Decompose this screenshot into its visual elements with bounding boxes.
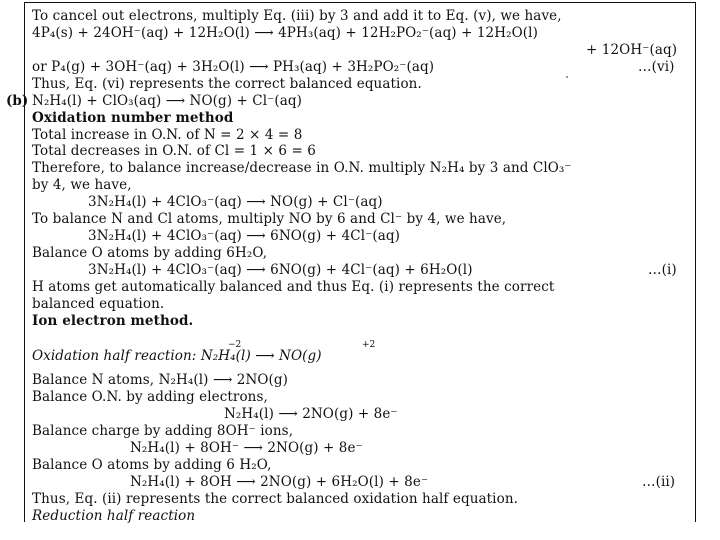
text-line: H atoms get automatically balanced and thus Eq. (i) represents the correct [32, 279, 555, 295]
equation-line: 3N₂H₄(l) + 4ClO₃⁻(aq) ⟶ 6NO(g) + 4Cl⁻(aq) [88, 228, 400, 244]
text-line: Balance O atoms by adding 6 H₂O, [32, 457, 272, 473]
equation-line: N₂H₄(l) + ClO₃(aq) ⟶ NO(g) + Cl⁻(aq) [32, 93, 302, 109]
heading-ion-electron-method: Ion electron method. [32, 313, 194, 329]
equation-line: N₂H₄(l) ⟶ 2NO(g) + 8e⁻ [224, 406, 398, 422]
equation-line: 4P₄(s) + 24OH⁻(aq) + 12H₂O(l) ⟶ 4PH₃(aq) + 12H₂PO₂⁻(aq) + 12H₂O(l) [32, 25, 538, 41]
equation-tag: …(ii) [642, 474, 676, 490]
equation-line: N₂H₄(l) + 8OH ⟶ 2NO(g) + 6H₂O(l) + 8e⁻ [130, 474, 429, 490]
equation-line: or P₄(g) + 3OH⁻(aq) + 3H₂O(l) ⟶ PH₃(aq) + 3H₂PO₂⁻(aq) [32, 59, 435, 75]
oxidation-number-no: +2 [362, 340, 376, 350]
equation-line: Balance N atoms, N₂H₄(l) ⟶ 2NO(g) [32, 372, 289, 388]
text-line: balanced equation. [32, 296, 165, 312]
text-line: Balance charge by adding 8OH⁻ ions, [32, 423, 294, 439]
left-rule [24, 2, 25, 522]
scan-speck [566, 76, 568, 78]
equation-line: 3N₂H₄(l) + 4ClO₃⁻(aq) ⟶ 6NO(g) + 4Cl⁻(aq) + 6H₂O(l) [88, 262, 473, 278]
oxidation-number-n: −2 [228, 340, 242, 350]
text-line: Therefore, to balance increase/decrease in O.N. multiply N₂H₄ by 3 and ClO₃⁻ [32, 160, 572, 176]
right-rule [695, 2, 696, 522]
part-marker: (b) [6, 93, 29, 109]
text-line: Total increase in O.N. of N = 2 × 4 = 8 [32, 127, 303, 143]
text-line: Thus, Eq. (ii) represents the correct balanced oxidation half equation. [32, 491, 519, 507]
reduction-half-reaction: Reduction half reaction [32, 508, 196, 524]
oxidation-half-reaction: Oxidation half reaction: N₂H₄(l) ⟶ NO(g) [32, 348, 322, 364]
equation-continuation: + 12OH⁻(aq) [586, 42, 678, 58]
heading-oxidation-number-method: Oxidation number method [32, 110, 234, 126]
text-line: Balance O.N. by adding electrons, [32, 389, 268, 405]
text-line: Thus, Eq. (vi) represents the correct balanced equation. [32, 76, 422, 92]
text-line: To cancel out electrons, multiply Eq. (iii) by 3 and add it to Eq. (v), we have, [32, 8, 562, 24]
text-line: Total decreases in O.N. of Cl = 1 × 6 = 6 [32, 143, 317, 159]
equation-tag: …(vi) [638, 59, 675, 75]
top-rule [24, 2, 696, 3]
equation-line: 3N₂H₄(l) + 4ClO₃⁻(aq) ⟶ NO(g) + Cl⁻(aq) [88, 194, 383, 210]
text-line: To balance N and Cl atoms, multiply NO by 6 and Cl⁻ by 4, we have, [32, 211, 507, 227]
equation-line: N₂H₄(l) + 8OH⁻ ⟶ 2NO(g) + 8e⁻ [130, 440, 363, 456]
text-line: by 4, we have, [32, 177, 132, 193]
equation-tag: …(i) [648, 262, 677, 278]
text-line: Balance O atoms by adding 6H₂O, [32, 245, 268, 261]
